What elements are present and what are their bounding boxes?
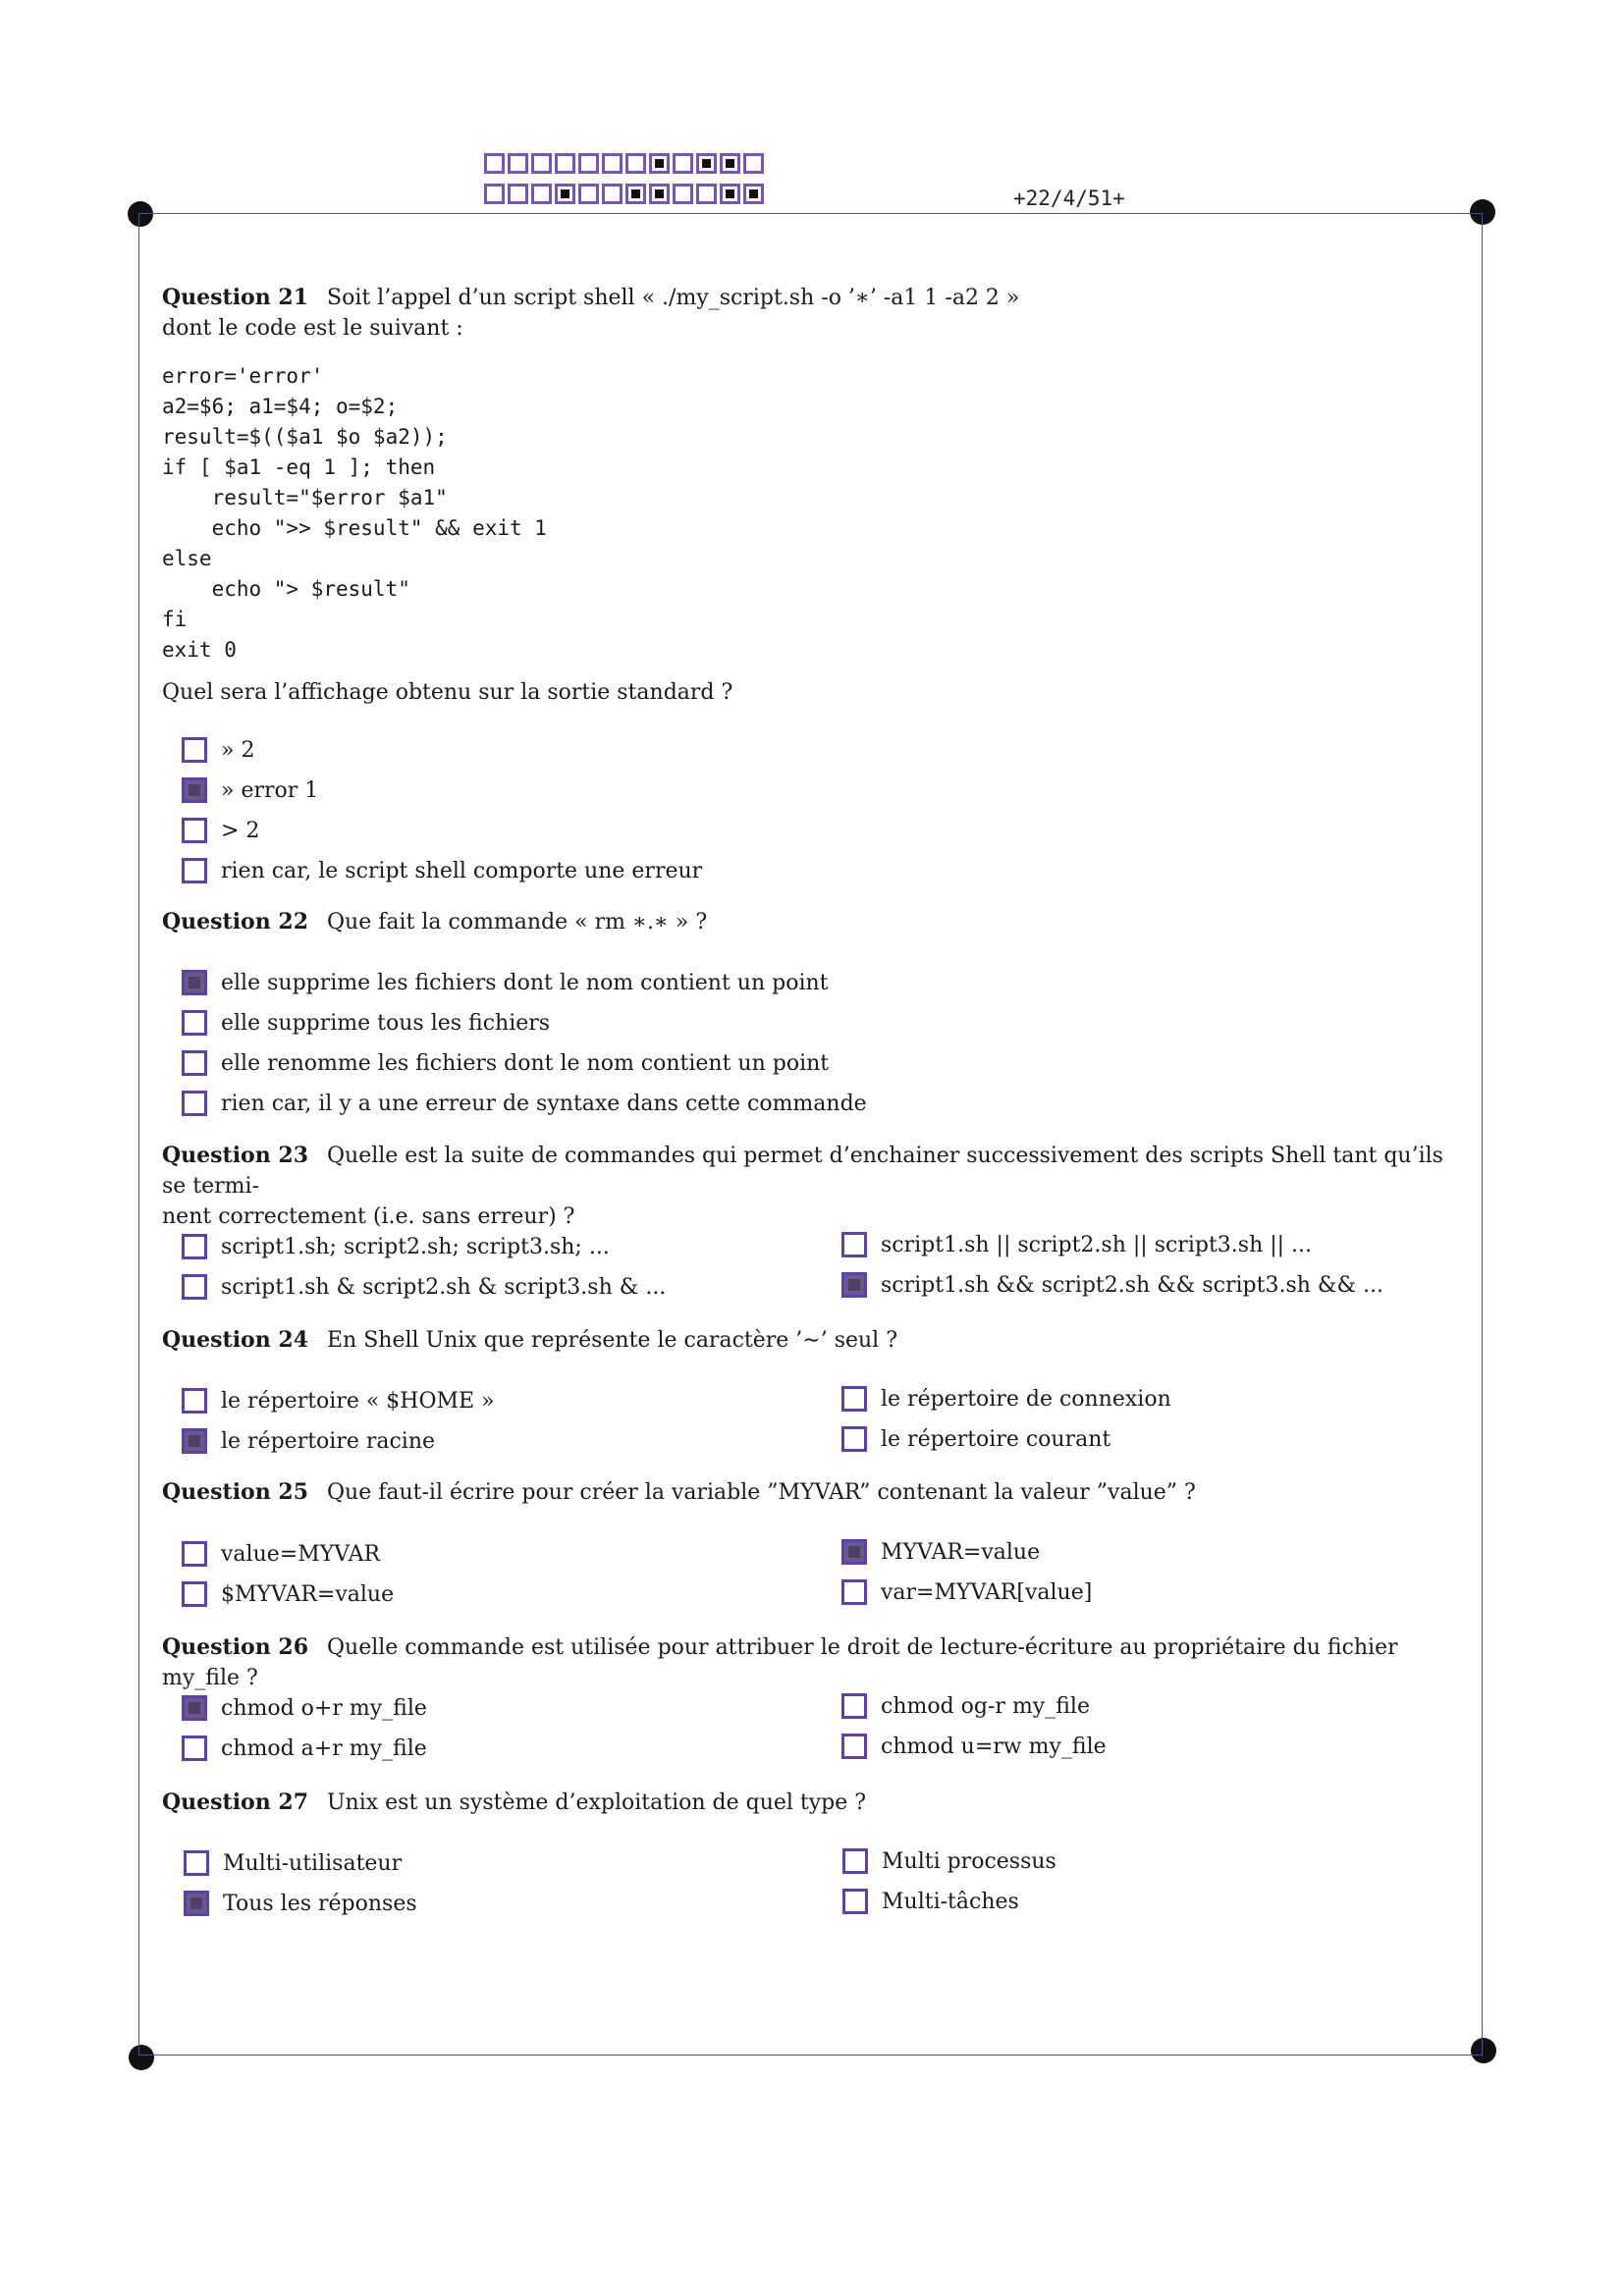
- option-label: script1.sh || script2.sh || script3.sh || ...: [881, 1232, 1313, 1257]
- checkbox[interactable]: [182, 858, 207, 883]
- option-22-a[interactable]: [182, 967, 829, 998]
- question-26: [162, 1632, 1458, 1693]
- page-id: +22/4/51+: [1013, 187, 1125, 210]
- checkbox[interactable]: [182, 970, 207, 995]
- barcode-cell: [625, 184, 646, 204]
- option-label: le répertoire racine: [221, 1428, 436, 1454]
- barcode-cell: [602, 184, 623, 204]
- option-24-c[interactable]: [841, 1383, 1171, 1415]
- option-26-a[interactable]: [182, 1692, 427, 1724]
- question-header: [162, 1141, 1458, 1201]
- option-label: chmod u=rw my_file: [881, 1734, 1107, 1759]
- question-text: Soit l’appel d’un script shell « ./my_script.sh -o ’∗’ -a1 1 -a2 2 »: [327, 286, 1020, 310]
- option-label: script1.sh && script2.sh && script3.sh && ...: [881, 1272, 1384, 1298]
- question-21: [162, 283, 1458, 708]
- option-label: le répertoire « $HOME »: [221, 1388, 495, 1414]
- checkbox[interactable]: [182, 1695, 207, 1721]
- checkbox[interactable]: [184, 1891, 209, 1916]
- option-24-a[interactable]: [182, 1385, 495, 1416]
- question-text: En Shell Unix que représente le caractère ’∼’ seul ?: [327, 1328, 897, 1353]
- question-25: [162, 1477, 1458, 1508]
- code-block: error='error' a2=$6; a1=$4; o=$2; result=$(($a1 $o $a2)); if [ $a1 -eq 1 ]; then result="$error $a1" echo ">> $result" && exit 1 else echo "> $result" fi exit 0: [162, 364, 547, 662]
- option-27-c[interactable]: [842, 1845, 1056, 1877]
- barcode-cell: [743, 184, 764, 204]
- question-number: Question 21: [162, 285, 309, 310]
- checkbox[interactable]: [182, 1735, 207, 1761]
- question-number: Question 24: [162, 1327, 309, 1353]
- option-24-d[interactable]: [841, 1423, 1110, 1455]
- checkbox[interactable]: [182, 737, 207, 763]
- option-label: elle renomme les fichiers dont le nom contient un point: [221, 1050, 830, 1076]
- checkbox[interactable]: [182, 1388, 207, 1414]
- option-21-a[interactable]: [182, 734, 254, 766]
- option-21-b[interactable]: [182, 774, 318, 806]
- question-prompt: Quel sera l’affichage obtenu sur la sortie standard ?: [162, 680, 733, 705]
- option-label: elle supprime les fichiers dont le nom contient un point: [221, 970, 829, 995]
- barcode-cell: [555, 153, 575, 174]
- barcode-cell: [720, 153, 740, 174]
- barcode-cell: [508, 184, 528, 204]
- barcode-cell: [696, 153, 717, 174]
- option-label: $MYVAR=value: [221, 1581, 395, 1607]
- option-22-c[interactable]: [182, 1047, 829, 1079]
- option-25-c[interactable]: [841, 1536, 1040, 1568]
- question-header: [162, 907, 1458, 937]
- option-21-d[interactable]: [182, 855, 702, 886]
- checkbox[interactable]: [182, 1541, 207, 1567]
- question-number: Question 26: [162, 1634, 309, 1660]
- question-header: [162, 1325, 1458, 1356]
- barcode-row-1: [484, 153, 767, 174]
- question-text: Unix est un système d’exploitation de quel type ?: [327, 1790, 867, 1815]
- option-label: chmod og-r my_file: [881, 1693, 1090, 1719]
- option-23-d[interactable]: [841, 1269, 1383, 1301]
- question-text-continued: dont le code est le suivant :: [162, 316, 463, 341]
- checkbox[interactable]: [841, 1734, 867, 1759]
- option-label: le répertoire de connexion: [881, 1386, 1171, 1412]
- option-27-b[interactable]: [184, 1888, 417, 1919]
- question-text: Quelle est la suite de commandes qui permet d’enchainer successivement des scripts Shell tant qu’ils se termi-: [162, 1144, 1443, 1199]
- option-22-b[interactable]: [182, 1007, 550, 1039]
- checkbox[interactable]: [184, 1850, 209, 1876]
- option-26-b[interactable]: [182, 1733, 427, 1764]
- option-label: MYVAR=value: [881, 1539, 1041, 1565]
- barcode-cell: [743, 153, 764, 174]
- option-27-d[interactable]: [842, 1886, 1019, 1917]
- checkbox[interactable]: [841, 1579, 867, 1605]
- barcode-row-2: [484, 184, 767, 204]
- checkbox[interactable]: [841, 1232, 867, 1257]
- option-23-a[interactable]: [182, 1231, 610, 1262]
- option-label: Multi processus: [882, 1848, 1056, 1874]
- option-25-b[interactable]: [182, 1578, 394, 1610]
- question-27: [162, 1788, 1458, 1818]
- option-23-b[interactable]: [182, 1271, 666, 1303]
- checkbox[interactable]: [842, 1889, 868, 1914]
- option-label: chmod a+r my_file: [221, 1735, 427, 1761]
- checkbox[interactable]: [842, 1848, 868, 1874]
- option-27-a[interactable]: [184, 1847, 402, 1879]
- barcode-cell: [531, 153, 552, 174]
- option-22-d[interactable]: [182, 1088, 867, 1119]
- checkbox[interactable]: [182, 818, 207, 843]
- option-label: elle supprime tous les fichiers: [221, 1010, 551, 1036]
- option-label: chmod o+r my_file: [221, 1695, 427, 1721]
- barcode-cell: [484, 184, 505, 204]
- option-label: > 2: [221, 818, 260, 843]
- option-label: le répertoire courant: [881, 1426, 1111, 1452]
- question-24: [162, 1325, 1458, 1356]
- question-header: [162, 1788, 1458, 1818]
- barcode-cell: [696, 184, 717, 204]
- checkbox[interactable]: [841, 1693, 867, 1719]
- checkbox[interactable]: [182, 1274, 207, 1300]
- option-label: script1.sh & script2.sh & script3.sh & ...: [221, 1274, 667, 1300]
- option-25-a[interactable]: [182, 1538, 380, 1570]
- question-text: Que fait la commande « rm ∗.∗ » ?: [327, 910, 708, 934]
- question-number: Question 23: [162, 1143, 309, 1168]
- checkbox[interactable]: [182, 777, 207, 803]
- option-label: » error 1: [221, 777, 319, 803]
- option-label: Multi-utilisateur: [223, 1850, 403, 1876]
- barcode-cell: [531, 184, 552, 204]
- barcode-cell: [602, 153, 623, 174]
- option-label: Multi-tâches: [882, 1889, 1019, 1914]
- barcode-cell: [649, 153, 670, 174]
- checkbox[interactable]: [182, 1091, 207, 1116]
- question-number: Question 22: [162, 909, 309, 934]
- option-label: var=MYVAR[value]: [881, 1579, 1093, 1605]
- option-label: value=MYVAR: [221, 1541, 381, 1567]
- checkbox[interactable]: [182, 1050, 207, 1076]
- checkbox[interactable]: [182, 1428, 207, 1454]
- barcode-cell: [720, 184, 740, 204]
- option-24-b[interactable]: [182, 1425, 435, 1457]
- question-text: Quelle commande est utilisée pour attribuer le droit de lecture-écriture au propriétaire du fichier my_file ?: [162, 1635, 1398, 1690]
- barcode-cell: [673, 153, 693, 174]
- option-25-d[interactable]: [841, 1576, 1092, 1608]
- question-22: [162, 907, 1458, 937]
- checkbox[interactable]: [841, 1539, 867, 1565]
- option-21-c[interactable]: [182, 815, 259, 846]
- question-number: Question 25: [162, 1479, 309, 1505]
- barcode-cell: [673, 184, 693, 204]
- checkbox[interactable]: [841, 1272, 867, 1298]
- checkbox[interactable]: [841, 1426, 867, 1452]
- option-label: » 2: [221, 737, 255, 763]
- checkbox[interactable]: [182, 1234, 207, 1259]
- barcode-cell: [578, 184, 599, 204]
- barcode-cell: [578, 153, 599, 174]
- checkbox[interactable]: [182, 1010, 207, 1036]
- question-text-continued: nent correctement (i.e. sans erreur) ?: [162, 1204, 575, 1229]
- question-number: Question 27: [162, 1789, 309, 1815]
- option-26-c[interactable]: [841, 1690, 1090, 1722]
- barcode-cell: [649, 184, 670, 204]
- question-header: [162, 1632, 1458, 1693]
- barcode-cell: [508, 153, 528, 174]
- barcode-cell: [484, 153, 505, 174]
- option-label: rien car, il y a une erreur de syntaxe dans cette commande: [221, 1091, 867, 1116]
- checkbox[interactable]: [182, 1581, 207, 1607]
- option-23-c[interactable]: [841, 1229, 1312, 1260]
- question-23: [162, 1141, 1458, 1232]
- option-label: rien car, le script shell comporte une erreur: [221, 858, 703, 883]
- checkbox[interactable]: [841, 1386, 867, 1412]
- question-header: [162, 1477, 1458, 1508]
- option-label: script1.sh; script2.sh; script3.sh; ...: [221, 1234, 610, 1259]
- option-26-d[interactable]: [841, 1731, 1107, 1762]
- barcode-cell: [555, 184, 575, 204]
- barcode-cell: [625, 153, 646, 174]
- question-header: [162, 283, 1458, 313]
- question-text: Que faut-il écrire pour créer la variable ”MYVAR” contenant la valeur ”value” ?: [327, 1480, 1196, 1505]
- option-label: Tous les réponses: [223, 1891, 417, 1916]
